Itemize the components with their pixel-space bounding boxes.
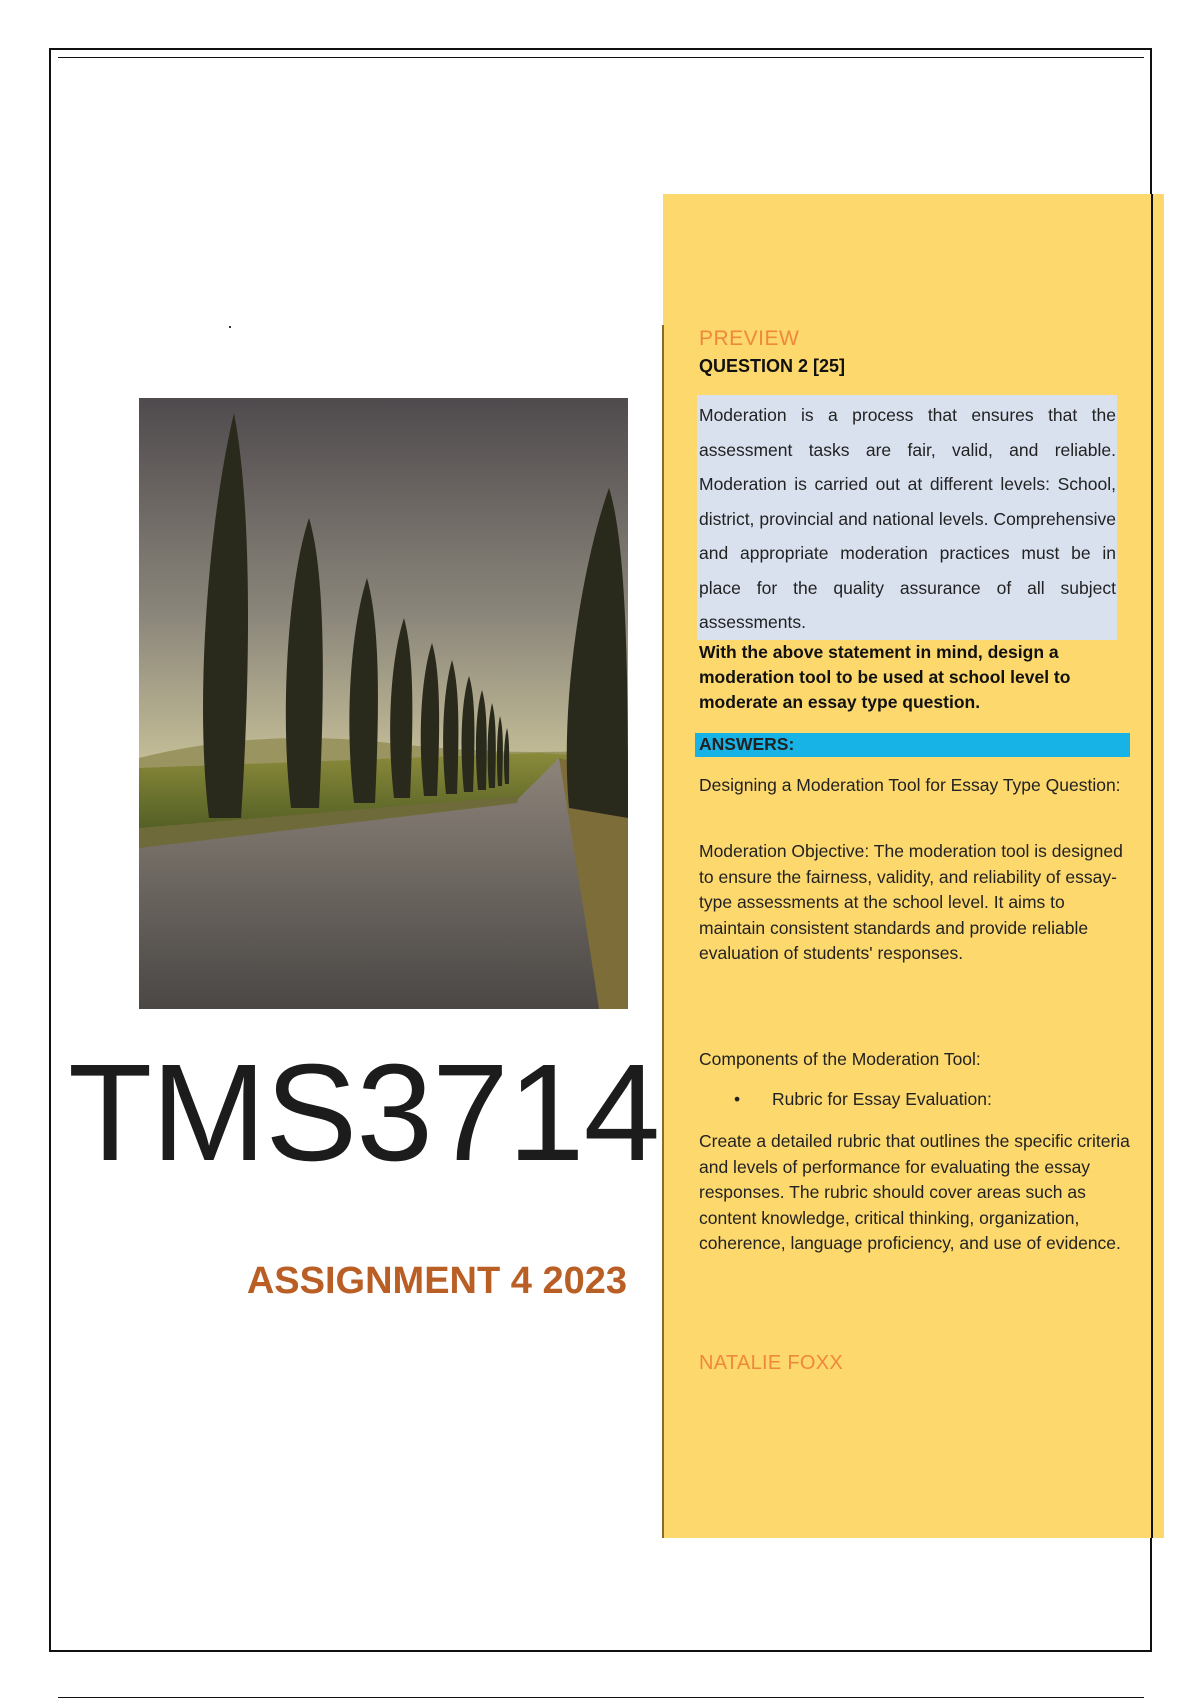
bottom-rule xyxy=(58,1697,1144,1698)
top-rule xyxy=(58,57,1144,58)
stray-dot xyxy=(229,326,231,328)
preview-label: PREVIEW xyxy=(699,327,800,350)
cypress-road-photo xyxy=(139,398,628,1009)
bullet-text: Rubric for Essay Evaluation: xyxy=(772,1089,992,1109)
components-heading: Components of the Moderation Tool: xyxy=(699,1049,981,1069)
course-code: TMS3714 xyxy=(68,1036,660,1190)
question-instruction: With the above statement in mind, design a moderation tool to be used at school level to moderate an essay type question. xyxy=(699,642,1071,712)
moderation-objective: Moderation Objective: The moderation tool is designed to ensure the fairness, validity, and reliability of essay-type assessments at the school level. It aims to maintain consistent standards and provide reliable evaluation of students' responses. xyxy=(699,841,1123,963)
list-item xyxy=(734,1089,992,1110)
question-heading: QUESTION 2 [25] xyxy=(699,356,846,376)
assignment-title: ASSIGNMENT 4 2023 xyxy=(246,1260,627,1302)
question-statement: Moderation is a process that ensures that the assessment tasks are fair, valid, and reliable. Moderation is carried out at different levels: School, district, provincial and national levels. Comprehensive and appropriate moderation practices must be in place for the quality assurance of all subject assessments. xyxy=(699,405,1116,632)
rubric-description: Create a detailed rubric that outlines the specific criteria and levels of performance for evaluating the essay responses. The rubric should cover areas such as content knowledge, critical thinking, organization, coherence, language proficiency, and use of evidence. xyxy=(699,1131,1130,1253)
panel-right-rule xyxy=(1151,194,1153,1538)
answers-label: ANSWERS: xyxy=(699,734,795,754)
author-name: NATALIE FOXX xyxy=(699,1352,844,1374)
bullet-icon: • xyxy=(734,1089,741,1109)
answer-heading: Designing a Moderation Tool for Essay Type Question: xyxy=(699,775,1121,795)
panel-left-rule xyxy=(662,325,664,1538)
